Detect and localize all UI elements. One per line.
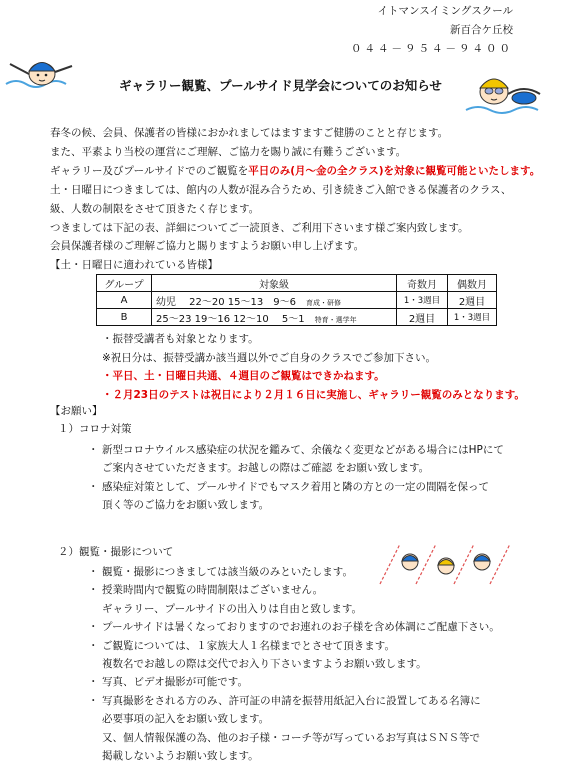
group-cell: B xyxy=(97,309,152,326)
list-item-cont: 複数名でお越しの際は交代でお入り下さいますようお願い致します。 xyxy=(102,658,427,671)
branch-name: 新百合ケ丘校 xyxy=(450,24,513,36)
note-line: ※祝日分は、振替受講か該当週以外でご自身のクラスでご参加下さい。 xyxy=(102,351,436,364)
table-notes xyxy=(102,330,525,404)
intro-line: 春冬の候、会員、保護者の皆様におかれましてはますますご健勝のことと存じます。 xyxy=(50,127,449,139)
section-2-title: ２）観覧・撮影について xyxy=(58,546,174,558)
table-header: 奇数月 xyxy=(397,275,448,292)
weekend-heading: 【土・日曜日に適われている皆様】 xyxy=(50,259,218,272)
note-line-alert: ・平日、土・日曜日共通、４週目のご観覧はできかねます。 xyxy=(102,370,385,382)
even-month-cell: 2週目 xyxy=(448,292,497,309)
table-row xyxy=(97,292,497,309)
level-cell: 幼児 22～20 15～13 9～6 育成・研修 xyxy=(152,292,397,309)
note-line: ・振替受講者も対象となります。 xyxy=(102,333,259,345)
odd-month-cell: 1・3週目 xyxy=(397,292,448,309)
group-cell: A xyxy=(97,292,152,309)
table-header: 対象級 xyxy=(152,275,397,292)
list-item: ・ 感染症対策として、プールサイドでもマスク着用と隣の方との一定の間隔を保って xyxy=(88,480,490,493)
table-header-row xyxy=(97,275,497,292)
school-name: イトマンスイミングスクール xyxy=(377,5,513,17)
intro-line: 級、人数の制限をさせて頂きたく存じます。 xyxy=(50,202,260,215)
list-item: ・ 新型コロナウイルス感染症の状況を鑑みて、余儀なく変更などがある場合にはHPにて xyxy=(88,444,504,456)
level-cell: 25～23 19～16 12～10 5～1 特育・選学年 xyxy=(152,309,397,326)
odd-month-cell: 2週目 xyxy=(397,309,448,326)
list-item-cont: 掲載しないようお願い致します。 xyxy=(102,750,259,763)
intro-line: ギャラリー及びプールサイドでのご観覧を平日のみ(月～金の全クラス)を対象に観覧可能といたします。 xyxy=(50,164,541,177)
table-row xyxy=(97,309,497,326)
weekday-highlight: 平日のみ(月～金の全クラス)を対象に観覧可能といたします。 xyxy=(248,164,541,177)
list-item-cont: 頂く等のご協力をお願い致します。 xyxy=(102,499,270,512)
intro-line: 会員保護者様のご理解ご協力と賜りますようお願い申し上げます。 xyxy=(50,240,365,253)
intro-paragraph xyxy=(50,124,540,275)
list-item-cont: ギャラリー、プールサイドの出入りは自由と致します。 xyxy=(102,602,362,615)
section-1-title: １）コロナ対策 xyxy=(58,423,132,435)
table-header: グループ xyxy=(97,275,152,292)
section-2-list xyxy=(88,563,500,765)
list-item: ・ 写真撮影をされる方のみ、許可証の申請を振替用紙記入台に設置してある名簿に xyxy=(88,694,481,707)
list-item: ・ 写真、ビデオ撮影が可能です。 xyxy=(88,676,248,689)
list-item-cont: ご案内させていただきます。お越しの際はご確認 をお願い致します。 xyxy=(102,462,430,475)
list-item: ・ ご観覧については、１家族大人１名様までとさせて頂きます。 xyxy=(88,639,395,652)
intro-line: つきましては下記の表、詳細についてご一読頂き、ご利用下さいます様ご案内致します。 xyxy=(50,221,469,234)
even-month-cell: 1・3週目 xyxy=(448,309,497,326)
list-item-cont: 必要事項の記入をお願い致します。 xyxy=(102,713,270,726)
phone-number: ０４４－９５４－９４００ xyxy=(351,43,513,55)
list-item: ・ プールサイドは暑くなっておりますのでお連れのお子様を含め体調にご配慮下さい。 xyxy=(88,621,500,634)
page-title: ギャラリー観覧、プールサイド見学会についてのお知らせ xyxy=(119,78,442,93)
intro-line: また、平素より当校の運営にご理解、ご協力を賜り誠に有難うございます。 xyxy=(50,145,407,158)
list-item: ・ 授業時間内で観覧の時間制限はございません。 xyxy=(88,584,324,597)
list-item-cont: 又、個人情報保護の為、他のお子様・コーチ等が写っているお写真はＳＮＳ等で xyxy=(102,731,480,744)
school-header xyxy=(351,2,513,59)
list-item: ・ 観覧・撮影につきましては該当級のみといたします。 xyxy=(88,566,353,578)
table-header: 偶数月 xyxy=(448,275,497,292)
requests-heading: 【お願い】 xyxy=(50,405,103,417)
intro-line: 土・日曜日につきましては、館内の人数が混み合うため、引き続きご入館できる保護者のクラス、 xyxy=(50,183,512,196)
note-line-alert: ・２月23日のテストは祝日により２月１６日に実施し、ギャラリー観覧のみとなります。 xyxy=(102,388,525,401)
section-1-list xyxy=(88,441,504,515)
schedule-table xyxy=(96,274,497,326)
